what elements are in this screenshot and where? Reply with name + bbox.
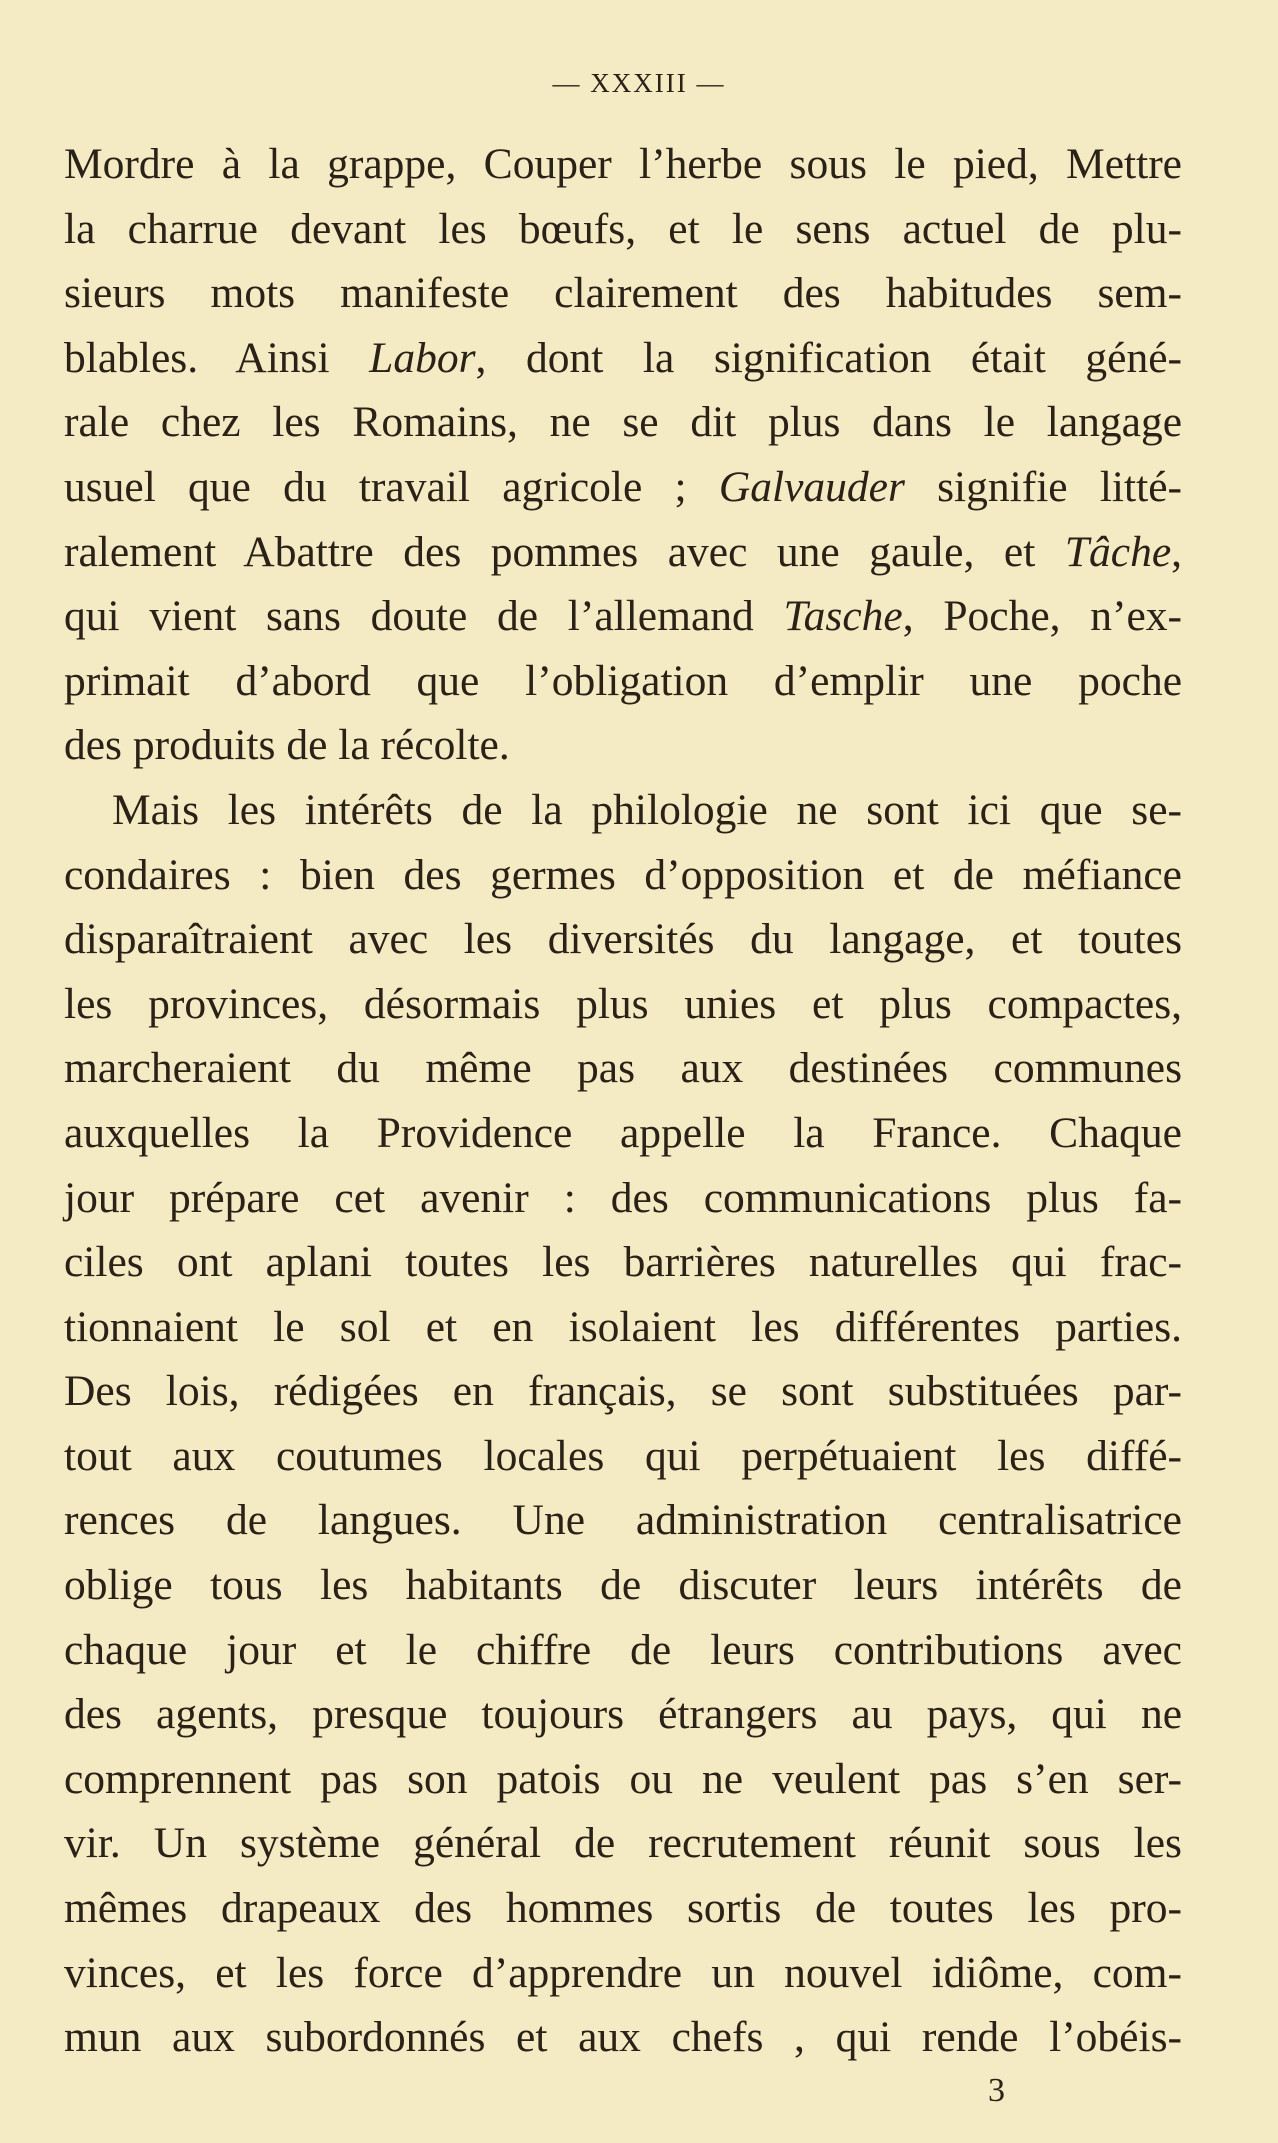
text-line: mun aux subordonnés et aux chefs , qui rende l’obéis- — [64, 2013, 1182, 2062]
text-line: qui vient sans doute de l’allemand Tasche, Poche, n’ex- — [64, 592, 1183, 641]
text-line: les provinces, désormais plus unies et plus compactes, — [64, 979, 1182, 1028]
body-text — [64, 132, 1182, 2070]
text-line: des produits de la récolte. — [64, 721, 510, 770]
text-line: ralement Abattre des pommes avec une gaule, et Tâche, — [64, 527, 1182, 576]
text-line: jour prépare cet avenir : des communications plus fa- — [64, 1173, 1182, 1222]
text-line: condaires : bien des germes d’opposition et de méfiance — [64, 850, 1182, 899]
text-line: comprennent pas son patois ou ne veulent pas s’en ser- — [64, 1754, 1182, 1803]
text-line: usuel que du travail agricole ; Galvauder signifie litté- — [64, 462, 1182, 511]
italic-term: Labor — [369, 333, 476, 382]
text-line: primait d’abord que l’obligation d’emplir une poche — [64, 656, 1182, 705]
text-line: mêmes drapeaux des hommes sortis de toutes les pro- — [64, 1884, 1182, 1933]
text-line: blables. Ainsi Labor, dont la signification était géné- — [64, 333, 1182, 382]
italic-term: Galvauder — [718, 462, 905, 511]
running-header: — XXXIII — — [552, 68, 726, 98]
text-line: la charrue devant les bœufs, et le sens actuel de plu- — [64, 204, 1182, 253]
text-line: des agents, presque toujours étrangers au pays, qui ne — [64, 1690, 1182, 1739]
text-line: Mordre à la grappe, Couper l’herbe sous le pied, Mettre — [64, 140, 1182, 188]
text-line: vinces, et les force d’apprendre un nouvel idiôme, com- — [64, 1948, 1182, 1997]
text-line: oblige tous les habitants de discuter leurs intérêts de — [64, 1561, 1182, 1610]
italic-term: Tâche — [1064, 527, 1172, 576]
text-line: chaque jour et le chiffre de leurs contributions avec — [64, 1625, 1182, 1674]
text-line: tout aux coutumes locales qui perpétuaient les diffé- — [64, 1431, 1182, 1480]
text-line: rences de langues. Une administration centralisatrice — [64, 1496, 1182, 1545]
text-line: marcheraient du même pas aux destinées communes — [64, 1044, 1182, 1093]
text-line: rale chez les Romains, ne se dit plus dans le langage — [64, 398, 1182, 447]
text-line: ciles ont aplani toutes les barrières naturelles qui frac- — [64, 1238, 1182, 1287]
signature-mark: 3 — [988, 2072, 1005, 2109]
text-line: tionnaient le sol et en isolaient les différentes parties. — [64, 1302, 1182, 1351]
text-line: Des lois, rédigées en français, se sont substituées par- — [64, 1367, 1182, 1416]
text-line: auxquelles la Providence appelle la France. Chaque — [64, 1108, 1182, 1157]
text-line: sieurs mots manifeste clairement des habitudes sem- — [64, 269, 1182, 318]
italic-term: Tasche — [783, 592, 903, 641]
text-line: Mais les intérêts de la philologie ne sont ici que se- — [112, 785, 1182, 834]
text-line: disparaîtraient avec les diversités du langage, et toutes — [64, 915, 1182, 964]
text-line: vir. Un système général de recrutement réunit sous les — [64, 1819, 1182, 1868]
